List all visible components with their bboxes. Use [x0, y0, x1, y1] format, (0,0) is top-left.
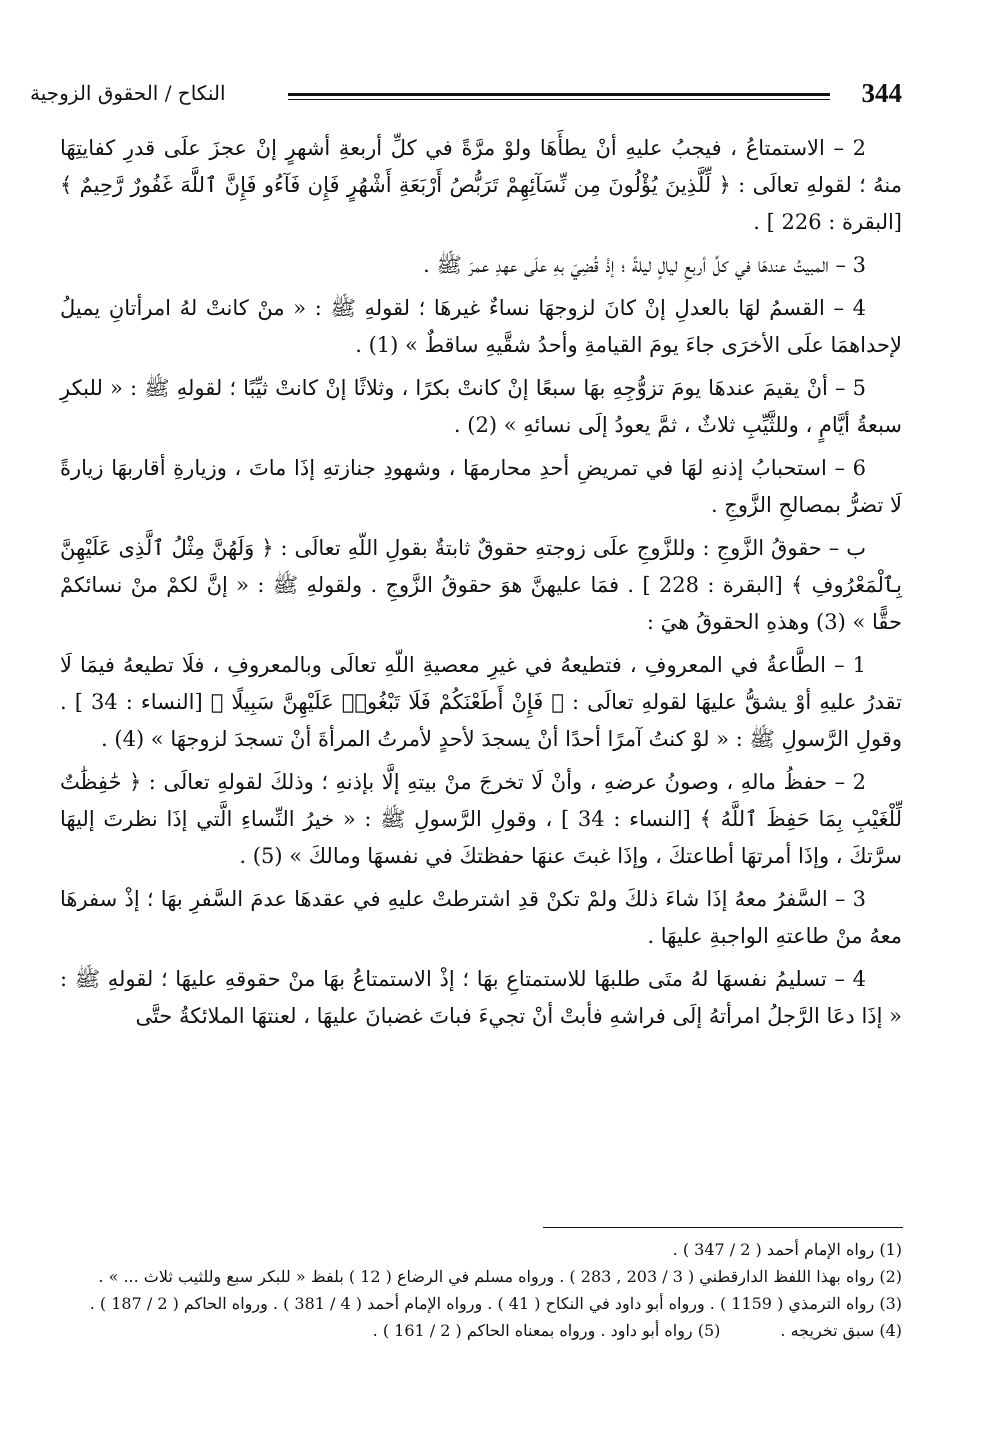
paragraph-travel: 3 – السَّفرُ معهُ إذَا شاءَ ذلكَ ولمْ تكنْ قدِ اشترطتْ عليهِ في عقدهَا عدمَ السَّفرِ بهَا ؛ إذْ سفرهَا معهُ منْ طاعتهِ الواجبةِ عليهَا . — [60, 887, 902, 948]
footnote-row-4-5 — [60, 1317, 902, 1344]
footnote-3: (3) رواه الترمذي ( 1159 ) . ورواه أبو داود في النكاح ( 41 ) . ورواه الإمام أحمد ( 4 / 381 ) . ورواه الحاكم ( 2 / 187 ) . — [89, 1294, 902, 1313]
paragraph-self-surrender: 4 – تسليمُ نفسهَا لهُ متَى طلبهَا للاستمتاعِ بهَا ؛ إذْ الاستمتاعُ بهَا منْ حقوقهِ عليهَا ؛ لقولهِ ﷺ : « إذَا دعَا الرَّجلُ امرأتهُ إلَى فراشهِ فأبتْ أنْ تجيءَ فباتَ غضبانَ عليهَا ، لعنتهَا الملائكةُ حتَّى — [60, 967, 902, 1028]
footnote-4: (4) سبق تخريجه . — [780, 1321, 902, 1340]
paragraph-permission-visits: 6 – استحبابُ إذنهِ لهَا في تمريضِ أحدِ محارمهَا ، وشهودِ جنازتهِ إذَا ماتَ ، وزيارةِ أقاربهَا زيارةً لَا تضرُّ بمصالحِ الزَّوجِ . — [60, 456, 902, 517]
running-header — [30, 76, 902, 110]
header-rule-thick — [288, 93, 830, 96]
main-text — [60, 130, 902, 1041]
footnote-1: (1) رواه الإمام أحمد ( 2 / 347 ) . — [672, 1240, 902, 1259]
paragraph-overnight-stay: 3 – المبيتُ عندهَا في كلِّ أربعِ ليالٍ ليلةً ؛ إذْ قُضِيَ بهِ علَى عهدِ عمرَ ﷺ . — [423, 253, 866, 277]
header-rule-thin — [288, 99, 830, 100]
footnote-5: (5) رواه أبو داود . ورواه بمعناه الحاكم ( 2 / 161 ) . — [372, 1321, 721, 1340]
paragraph-obedience: 1 – الطَّاعةُ في المعروفِ ، فتطيعهُ في غيرِ معصيةِ اللّهِ تعالَى وبالمعروفِ ، فلَا تطيعهُ فيمَا لَا تقدرُ عليهِ أوْ يشقُّ عليهَا لقولهِ تعالَى : ﴿ فَإِنْ أَطَعْنَكُمْ فَلَا تَبْغُوا۟ عَلَيْهِنَّ سَبِيلًا ﴾ [النساء : 34 ] . وقولِ الرَّسولِ ﷺ : « لوْ كنتُ آمرًا أحدًا أنْ يسجدَ لأحدٍ لأمرتُ المرأةَ أنْ تسجدَ لزوجهَا » (4) . — [60, 653, 902, 751]
paragraph-guarding-property: 2 – حفظُ مالهِ ، وصونُ عرضهِ ، وأنْ لَا تخرجَ منْ بيتهِ إلَّا بإذنهِ ؛ وذلكَ لقولهِ تعالَى : ﴿ حَٰفِظَٰتٌ لِّلْغَيْبِ بِمَا حَفِظَ ٱللَّهُ ﴾ [النساء : 34 ] ، وقولِ الرَّسولِ ﷺ : « خيرُ النِّساءِ الَّتي إذَا نظرتَ إليهَا سرَّتكَ ، وإذَا أمرتهَا أطاعتكَ ، وإذَا غبتَ عنهَا حفظتكَ في نفسهَا ومالكَ » (5) . — [60, 770, 902, 868]
paragraph-fair-division: 4 – القسمُ لهَا بالعدلِ إنْ كانَ لزوجهَا نساءٌ غيرهَا ؛ لقولهِ ﷺ : « منْ كانتْ لهُ امرأتانِ يميلُ لإحداهمَا علَى الأخرَى جاءَ يومَ القيامةِ وأحدُ شقَّيهِ ساقطٌ » (1) . — [60, 296, 902, 357]
paragraph-enjoyment: 2 – الاستمتاعُ ، فيجبُ عليهِ أنْ يطأَهَا ولوْ مرَّةً في كلِّ أربعةِ أشهرٍ إنْ عجزَ علَى قدرِ كفايتِهَا منهُ ؛ لقولهِ تعالَى : ﴿ لِّلَّذِينَ يُؤْلُونَ مِن نِّسَآئِهِمْ تَرَبُّصُ أَرْبَعَةِ أَشْهُرٍ فَإِن فَآءُو فَإِنَّ ٱللَّهَ غَفُورٌ رَّحِيمٌ ﴾ [البقرة : 226 ] . — [60, 136, 902, 234]
paragraph-husband-rights-heading: ب – حقوقُ الزَّوجِ : وللزَّوجِ علَى زوجتهِ حقوقٌ ثابتةٌ بقولِ اللّهِ تعالَى : ﴿ وَلَهُنَّ مِثْلُ ٱلَّذِى عَلَيْهِنَّ بِٱلْمَعْرُوفِ ﴾ [البقرة : 228 ] . فمَا عليهنَّ هوَ حقوقُ الزَّوجِ . ولقولهِ ﷺ : « إنَّ لكمْ منْ نسائكمْ حقًّا » (3) وهذهِ الحقوقُ هيَ : — [60, 536, 902, 634]
page-number: 344 — [861, 78, 902, 108]
footnote-2: (2) رواه بهذا اللفظ الدارقطني ( 3 / 203 , 283 ) . ورواه مسلم في الرضاع ( 12 ) بلفظ « للبكر سبع وللثيب ثلاث ... » . — [98, 1267, 902, 1286]
footnotes — [60, 1236, 902, 1344]
chapter-title: النكاح / الحقوق الزوجية — [30, 81, 226, 105]
footnote-separator — [543, 1227, 903, 1228]
paragraph-wedding-stay: 5 – أنْ يقيمَ عندهَا يومَ تزوُّجِهِ بهَا سبعًا إنْ كانتْ بكرًا ، وثلاثًا إنْ كانتْ ثيِّبًا ؛ لقولهِ ﷺ : « للبكرِ سبعةُ أيَّامٍ ، وللثَّيِّبِ ثلاثٌ ، ثمَّ يعودُ إلَى نسائهِ » (2) . — [60, 376, 902, 437]
